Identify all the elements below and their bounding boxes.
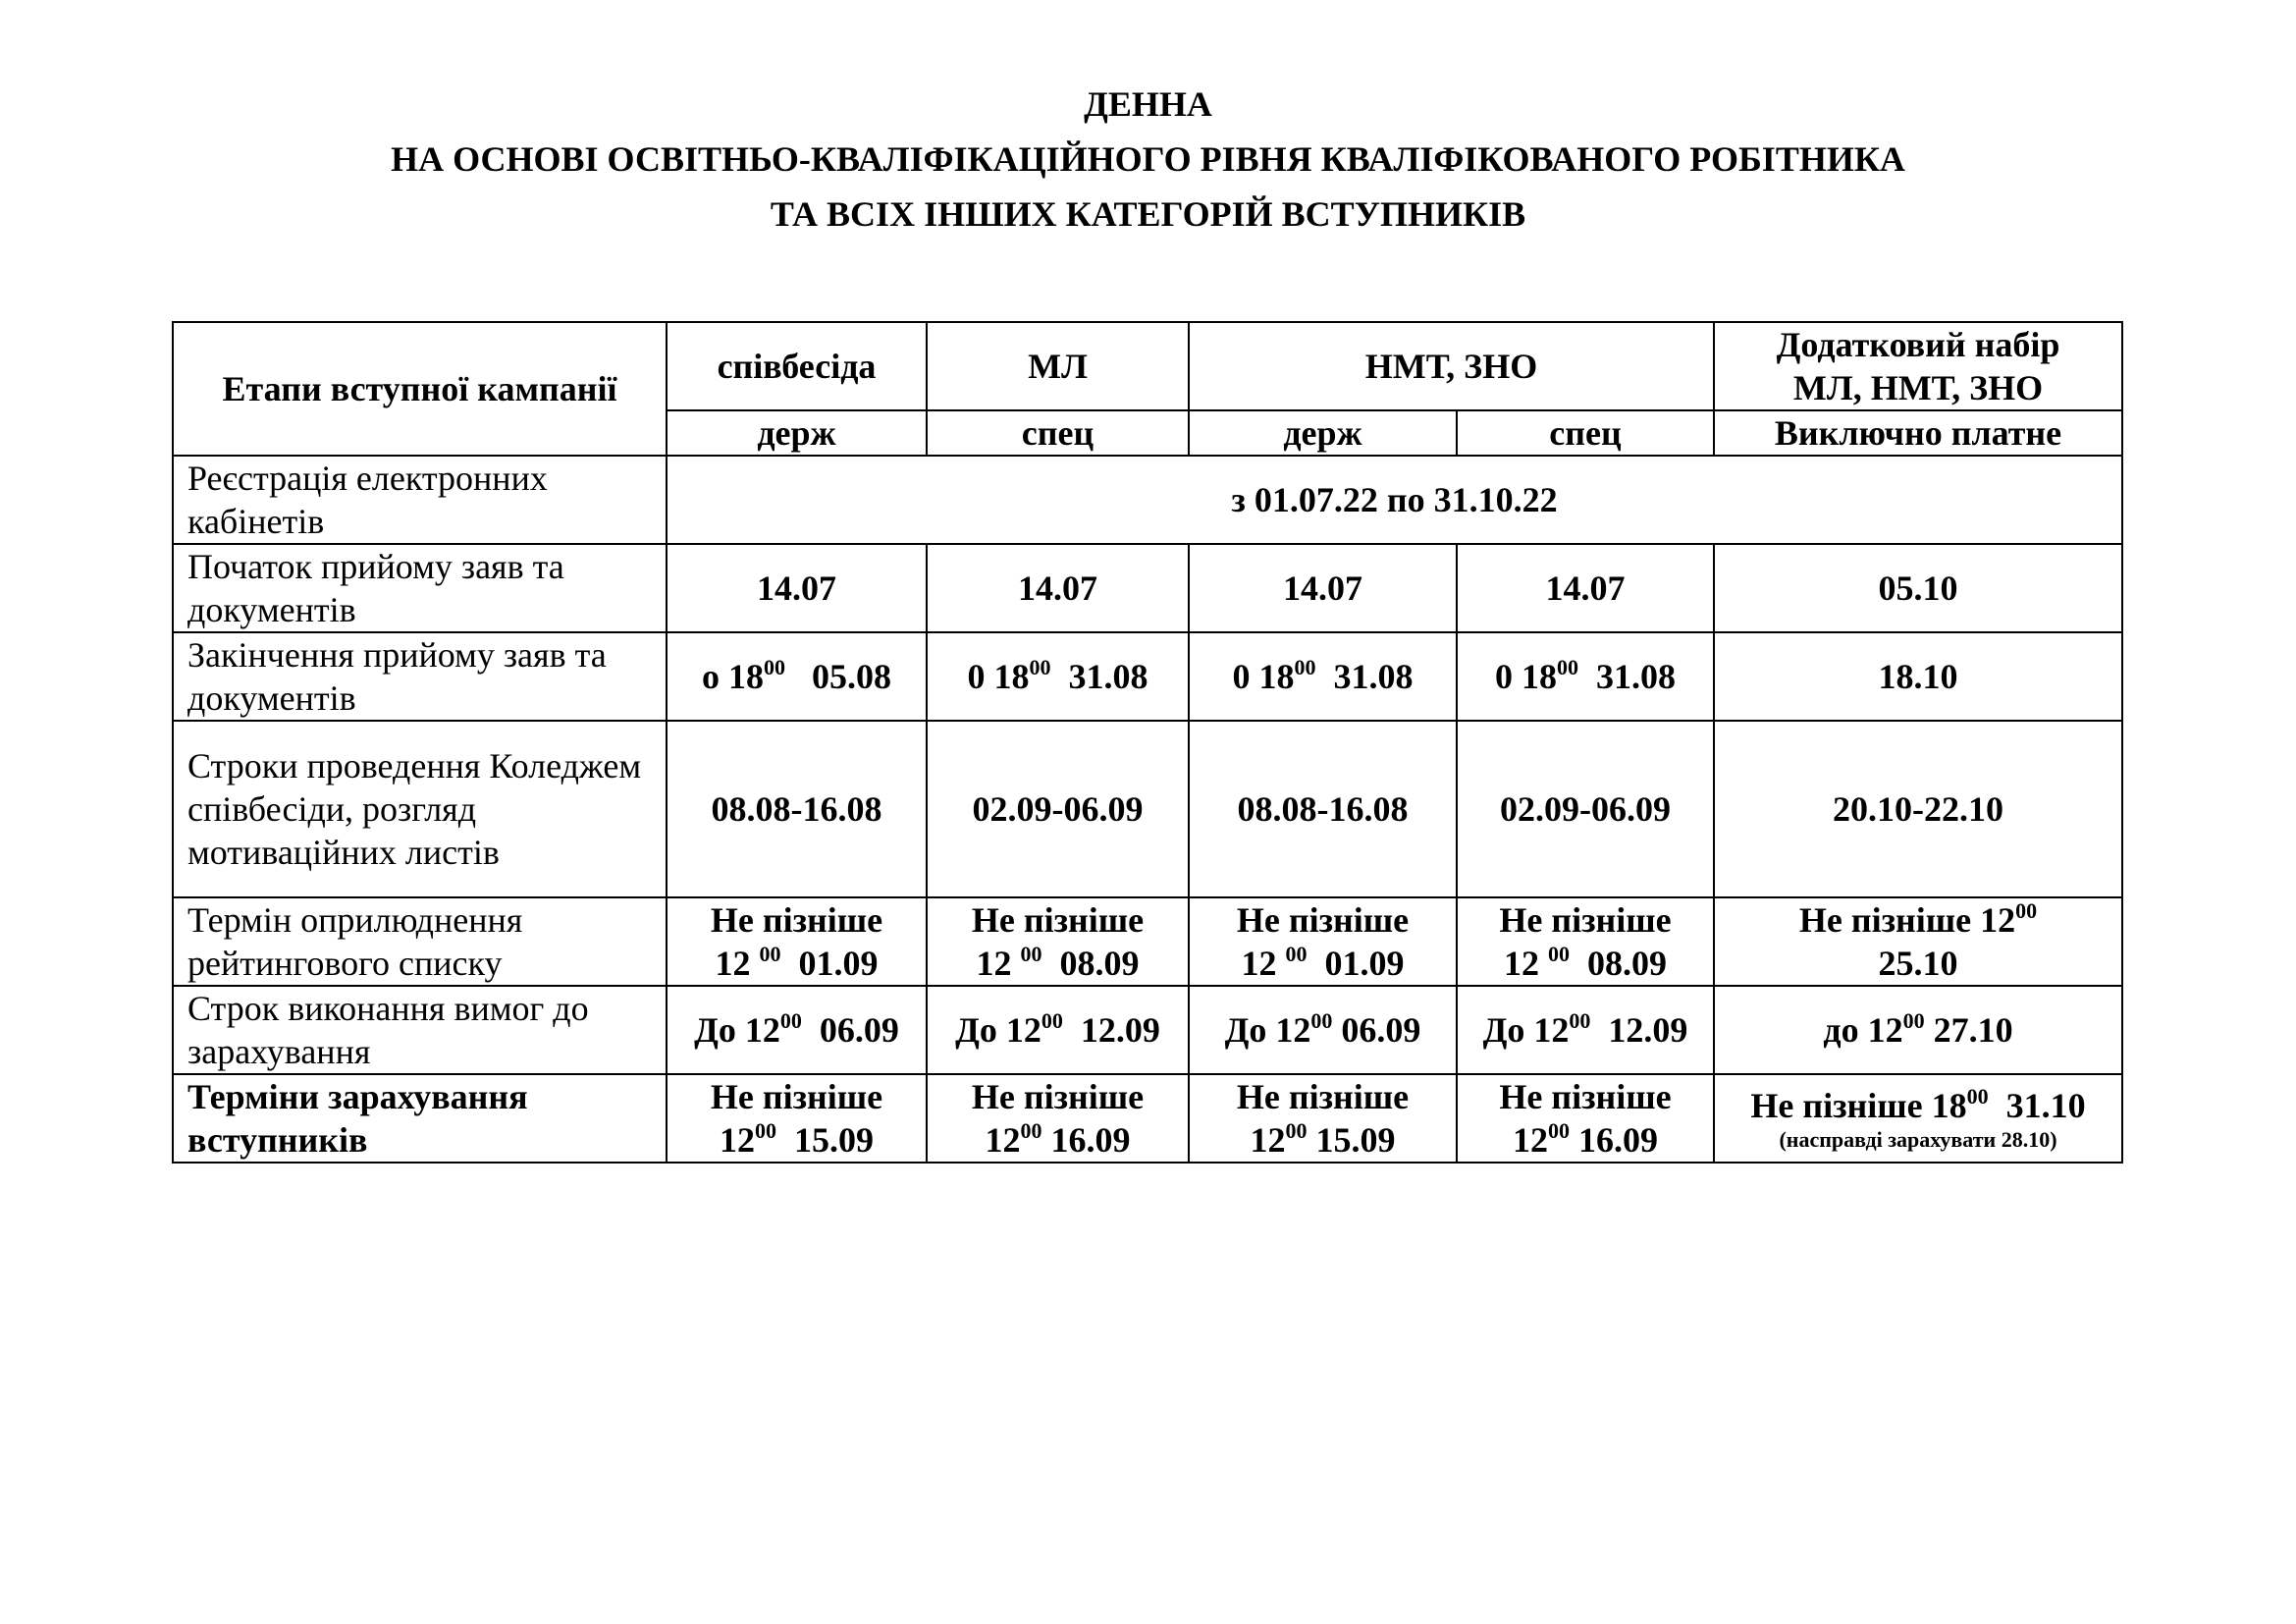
table-row xyxy=(173,1074,2122,1163)
table-row xyxy=(173,986,2122,1074)
time-minutes: 00 xyxy=(1294,655,1316,679)
table-cell xyxy=(927,1074,1189,1163)
time-minutes: 00 xyxy=(1569,1008,1591,1033)
date-value: 15.09 xyxy=(794,1120,874,1160)
time-value: 12 xyxy=(720,1120,755,1160)
stage-label: Початок прийому заяв та документів xyxy=(173,544,667,632)
date-value: 12.09 xyxy=(1080,1010,1160,1050)
date-value: 31.10 xyxy=(2005,1086,2086,1125)
admission-schedule-table xyxy=(172,321,2123,1164)
stage-label: Реєстрація електронних кабінетів xyxy=(173,456,667,544)
time-minutes: 00 xyxy=(1041,1008,1063,1033)
time-minutes: 00 xyxy=(2015,898,2038,923)
time-value: 0 18 xyxy=(1495,657,1557,696)
table-cell xyxy=(927,632,1189,721)
time-minutes: 00 xyxy=(1310,1008,1333,1033)
time-minutes: 00 xyxy=(1557,655,1578,679)
stage-label: Строки проведення Коледжем співбесіди, розгляд мотиваційних листів xyxy=(173,721,667,897)
table-cell: 18.10 xyxy=(1714,632,2122,721)
table-cell xyxy=(1457,897,1714,986)
time-value: до 12 xyxy=(1823,1010,1903,1050)
extra-header-line-2: МЛ, НМТ, ЗНО xyxy=(1792,368,2044,407)
table-cell: 14.07 xyxy=(1189,544,1457,632)
date-value: 08.09 xyxy=(1059,944,1140,983)
table-cell xyxy=(667,897,927,986)
time-value: 12 xyxy=(1513,1120,1548,1160)
time-value: Не пізніше 18 xyxy=(1750,1086,1967,1125)
time-value: 12 xyxy=(1504,944,1539,983)
time-minutes: 00 xyxy=(1020,942,1042,966)
table-cell: 14.07 xyxy=(667,544,927,632)
table-cell xyxy=(667,1074,927,1163)
time-value: До 12 xyxy=(955,1010,1041,1050)
time-value: До 12 xyxy=(694,1010,780,1050)
date-value: 06.09 xyxy=(819,1010,899,1050)
time-value: 12 xyxy=(1250,1120,1286,1160)
date-value: 08.09 xyxy=(1587,944,1667,983)
time-value: 12 xyxy=(1241,944,1277,983)
time-value: До 12 xyxy=(1224,1010,1311,1050)
table-cell xyxy=(1189,897,1457,986)
ml-header: МЛ xyxy=(927,322,1189,410)
time-minutes: 00 xyxy=(1285,942,1308,966)
table-cell: 20.10-22.10 xyxy=(1714,721,2122,897)
table-row xyxy=(173,632,2122,721)
time-value: До 12 xyxy=(1482,1010,1570,1050)
deadline-label: Не пізніше 12 xyxy=(1798,900,2016,940)
table-cell: 02.09-06.09 xyxy=(927,721,1189,897)
date-value: 27.10 xyxy=(1933,1010,2013,1050)
extra-admission-header xyxy=(1714,322,2122,410)
date-value: 01.09 xyxy=(1324,944,1405,983)
table-cell xyxy=(1714,1074,2122,1163)
date-value: 16.09 xyxy=(1050,1120,1131,1160)
table-cell xyxy=(1189,1074,1457,1163)
extra-funding-header: Виключно платне xyxy=(1714,410,2122,456)
heading-line-1: ДЕННА xyxy=(1084,84,1212,124)
date-value: 06.09 xyxy=(1341,1010,1421,1050)
table-cell xyxy=(1457,1074,1714,1163)
time-minutes: 00 xyxy=(1902,1008,1925,1033)
time-minutes: 00 xyxy=(1029,655,1051,679)
time-minutes: 00 xyxy=(1966,1084,1989,1109)
interview-header: співбесіда xyxy=(667,322,927,410)
deadline-label: Не пізніше xyxy=(710,900,883,940)
table-cell xyxy=(927,986,1189,1074)
enrollment-note: (насправді зарахувати 28.10) xyxy=(1779,1127,2057,1152)
time-value: 0 18 xyxy=(967,657,1030,696)
stage-column-header: Етапи вступної кампанії xyxy=(173,322,667,456)
deadline-label: Не пізніше xyxy=(1236,1077,1410,1116)
deadline-label: Не пізніше xyxy=(971,900,1145,940)
time-value: 12 xyxy=(715,944,751,983)
time-minutes: 00 xyxy=(755,1118,776,1143)
deadline-label: Не пізніше xyxy=(1499,1077,1672,1116)
extra-header-line-1: Додатковий набір xyxy=(1776,325,2060,364)
time-value: о 18 xyxy=(702,657,764,696)
table-cell xyxy=(1189,632,1457,721)
table-cell: 05.10 xyxy=(1714,544,2122,632)
time-minutes: 00 xyxy=(1285,1118,1308,1143)
date-value: 12.09 xyxy=(1608,1010,1688,1050)
header-row xyxy=(173,322,2122,410)
date-value: 01.09 xyxy=(798,944,879,983)
stage-label: Термін оприлюднення рейтингового списку xyxy=(173,897,667,986)
date-value: 31.08 xyxy=(1068,657,1148,696)
time-minutes: 00 xyxy=(759,942,781,966)
date-value: 15.09 xyxy=(1315,1120,1396,1160)
heading-line-3: ТА ВСІХ ІНШИХ КАТЕГОРІЙ ВСТУПНИКІВ xyxy=(770,194,1526,234)
ml-funding-header: спец xyxy=(927,410,1189,456)
table-row xyxy=(173,721,2122,897)
deadline-label: Не пізніше xyxy=(1499,900,1672,940)
stage-label: Закінчення прийому заяв та документів xyxy=(173,632,667,721)
time-minutes: 00 xyxy=(764,655,785,679)
table-cell xyxy=(1714,986,2122,1074)
time-minutes: 00 xyxy=(1020,1118,1042,1143)
table-cell: 14.07 xyxy=(1457,544,1714,632)
document-heading xyxy=(0,77,2296,242)
time-minutes: 00 xyxy=(779,1008,802,1033)
table-cell xyxy=(667,632,927,721)
time-minutes: 00 xyxy=(1548,1118,1570,1143)
nmt-special-funding-header: спец xyxy=(1457,410,1714,456)
time-value: 0 18 xyxy=(1232,657,1295,696)
nmt-state-funding-header: держ xyxy=(1189,410,1457,456)
table-cell xyxy=(1714,897,2122,986)
time-value: 12 xyxy=(985,1120,1021,1160)
table-cell: 14.07 xyxy=(927,544,1189,632)
table-cell xyxy=(1457,632,1714,721)
table-cell: 08.08-16.08 xyxy=(667,721,927,897)
stage-label: Терміни зарахування вступників xyxy=(173,1074,667,1163)
heading-line-2: НА ОСНОВІ ОСВІТНЬО-КВАЛІФІКАЦІЙНОГО РІВНЯ КВАЛІФІКОВАНОГО РОБІТНИКА xyxy=(391,139,1905,179)
registration-period: з 01.07.22 по 31.10.22 xyxy=(667,456,2122,544)
table-row xyxy=(173,456,2122,544)
date-value: 16.09 xyxy=(1578,1120,1658,1160)
stage-label: Строк виконання вимог до зарахування xyxy=(173,986,667,1074)
table-cell: 08.08-16.08 xyxy=(1189,721,1457,897)
date-value: 25.10 xyxy=(1878,944,1958,983)
table-cell: 02.09-06.09 xyxy=(1457,721,1714,897)
time-value: 12 xyxy=(976,944,1012,983)
date-value: 31.08 xyxy=(1333,657,1414,696)
table-cell xyxy=(1457,986,1714,1074)
table-row xyxy=(173,897,2122,986)
deadline-label: Не пізніше xyxy=(710,1077,883,1116)
time-minutes: 00 xyxy=(1548,942,1570,966)
date-value: 31.08 xyxy=(1596,657,1676,696)
interview-funding-header: держ xyxy=(667,410,927,456)
table-cell xyxy=(927,897,1189,986)
table-cell xyxy=(1189,986,1457,1074)
nmt-zno-header: НМТ, ЗНО xyxy=(1189,322,1714,410)
table-cell xyxy=(667,986,927,1074)
deadline-label: Не пізніше xyxy=(1236,900,1410,940)
deadline-label: Не пізніше xyxy=(971,1077,1145,1116)
date-value: 05.08 xyxy=(812,657,891,696)
table-row xyxy=(173,544,2122,632)
